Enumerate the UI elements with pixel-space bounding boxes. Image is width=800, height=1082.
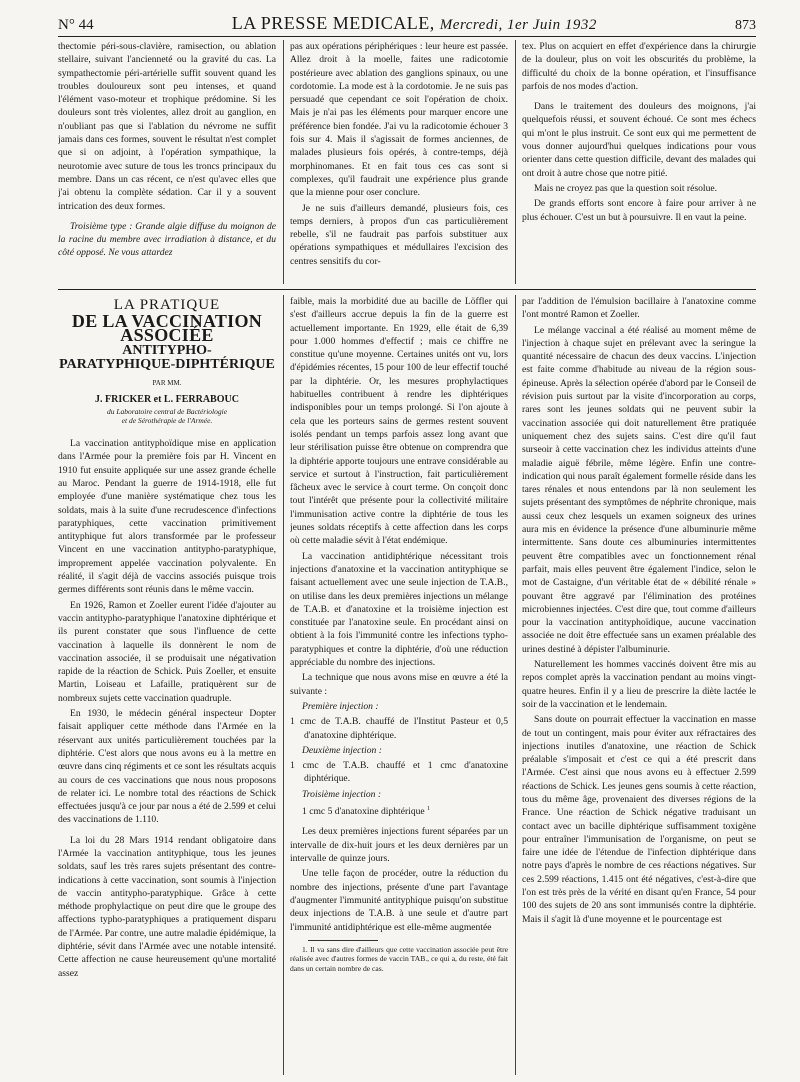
article-col3-paragraph-3: Naturellement les hommes vaccinés doivent être mis au repos complet après la vaccination pendant au moins vingt-quatre heures. Enfin il y a lieu de prescrire la diète lactée le soir de la vaccination et le lendemain. <box>522 659 756 710</box>
article-col1-paragraph-2: En 1926, Ramon et Zoeller eurent l'idée d'ajouter au vaccin antitypho-paratyphique l'anatoxine diphtérique et ils purent constater que sous l'influence de cette vaccination à laquelle ils donnèrent le nom de vaccination associée, il se produisait une négativation rapide de la réaction de Schick. Puis Zoeller, et ensuite Martin, Loiseau et Lafaille, pratiquèrent sur de nombreux sujets cette vaccination quadruple. <box>58 599 276 704</box>
page-number: 873 <box>735 18 756 33</box>
article-col2-paragraph-1: faible, mais la morbidité due au bacille de Löffler qui s'est d'ailleurs accrue depuis la fin de la guerre est actuellement importante. En 1929, elle était de 6,39 pour 1.000 hommes d'effectif ; mais ce chiffre ne constitue qu'une moyenne. Certaines unités ont vu, lors d'épidémies récentes, 15 pour 100 de leur effectif touché par la diphtérie. Or, les mesures prophylactiques habituelles contribuent à rendre les diphtériques indisponibles pour un temps prolongé. Si l'on ajoute à cela que les porteurs sains de germes restent souvent isolés pendant un temps parfois assez long avant que leur stérilisation puisse être obtenue on comprendra que la diphtérie apporte toujours une entrave considérable au service et surtout à l'instruction, fait particulièrement fâcheux avec le service à court terme. On conçoit donc tout l'intérêt que présente pour la collectivité militaire l'immunisation active contre la diphtérie de tous les jeunes soldats réceptifs à cette affection dans les corps où cette maladie sévit à l'état endémique. <box>290 296 508 547</box>
column-divider <box>283 295 284 1075</box>
injection-2-label: Deuxième injection : <box>302 744 382 756</box>
section-rule <box>58 289 756 290</box>
issue-number: N° 44 <box>58 17 94 33</box>
article-col2-paragraph-4: Les deux premières injections furent séparées par un intervalle de dix-huit jours et les deux dernières par un intervalle de quinze jours. <box>290 826 508 865</box>
article-column-2 <box>290 295 508 1075</box>
top-col3-paragraph-4: De grands efforts sont encore à faire pour arriver à ne plus échouer. C'est un but à poursuivre. Il en vaut la peine. <box>522 198 756 223</box>
injection-3-dose: 1 cmc 5 d'anatoxine diphtérique <box>302 806 425 818</box>
article-col2-paragraph-2: La vaccination antidiphtérique nécessitant trois injections d'anatoxine et la vaccination antityphique se faisant actuellement avec une seule injection de T.A.B., on utilise dans les deux premières injections un mélange de T.A.B. et d'anatoxine et la troisième injection est constituée par l'anatoxine seule. En procédant ainsi on obtient à la fois l'immunité contre les infections typho-paratyphiques et contre la diphtérie, d'où une réduction appréciable du nombre des injections. <box>290 550 508 669</box>
byline-par: PAR MM. <box>152 379 182 388</box>
top-col3-paragraph-2: Dans le traitement des douleurs des moignons, j'ai quelquefois réussi, et souvent échoué. Ce sont mes échecs qui m'ont le plus instruit. Ce sont eux qui me permettent de vous donner aujourd'hui quelques indications pour vous orienter dans cette question difficile, devant des malades qui ont droit à autre chose que notre pitié. <box>522 101 756 179</box>
article-column-1 <box>58 295 276 1075</box>
article-authors: J. FRICKER et L. FERRABOUC <box>95 393 239 405</box>
running-header <box>58 8 756 34</box>
article-col3-paragraph-1: par l'addition de l'émulsion bacillaire à l'anatoxine comme l'ont montré Ramon et Zoeller. <box>522 296 756 321</box>
footnote-rule <box>308 940 378 941</box>
affiliation-line-2: et de Sérothérapie de l'Armée. <box>121 416 213 426</box>
article-heading <box>58 299 276 425</box>
article-subtitle-1: ANTITYPHO- <box>122 342 212 358</box>
journal-title-line <box>232 13 597 34</box>
top-col1-paragraph-2: Troisième type : Grande algie diffuse du moignon de la racine du membre avec irradiation à distance, et du côté opposé. Ne vous attardez <box>58 220 276 259</box>
injection-3-label: Troisième injection : <box>302 788 382 800</box>
footnote: 1. Il va sans dire d'ailleurs que cette vaccination associée peut être réalisée avec d'autres formes de vaccin TAB., ce qui a, du reste, été fait dans un certain nombre de cas. <box>290 944 508 974</box>
article-title: DE LA VACCINATION ASSOCIÉE <box>71 311 263 345</box>
article-col2-paragraph-5: Une telle façon de procéder, outre la réduction du nombre des injections, présente d'une part l'avantage d'augmenter l'immunité antityphique puisqu'on substitue deux injections de T.A.B. à une seule et d'autre part l'immunité antidiphtérique est elle-même augmentée <box>290 868 508 933</box>
journal-title: LA PRESSE MEDICALE, <box>231 13 435 33</box>
article-kicker: LA PRATIQUE <box>113 297 221 313</box>
article-subtitle-2: PARATYPHIQUE-DIPHTÉRIQUE <box>59 357 275 373</box>
column-divider <box>283 40 284 284</box>
top-column-3 <box>522 40 756 284</box>
column-divider <box>515 40 516 284</box>
article-col2-paragraph-3: La technique que nous avons mise en œuvre a été la suivante : <box>290 672 508 697</box>
injection-1-dose: 1 cmc de T.A.B. chauffé de l'Institut Pasteur et 0,5 d'anatoxine diphtérique. <box>290 716 508 741</box>
article-col1-paragraph-4: La loi du 28 Mars 1914 rendant obligatoire dans l'Armée la vaccination antityphique, tous les jeunes soldats, sauf les très rares sujets présentant des contre-indications à cette vaccination, sont soumis à l'injection de vaccin antitypho-paratyphique. Grâce à cette méthode prophylactique on peut dire que le groupe des affections typho-paratyphiques a pratiquement disparu de l'Armée. Par contre, une autre maladie épidémique, la diphtérie, sévit dans l'Armée avec une notable intensité. Cette affection ne cause heureusement qu'une mortalité assez <box>58 834 276 979</box>
footnote-marker: 1 <box>427 805 431 812</box>
injection-1-label: Première injection : <box>302 700 379 712</box>
article-column-3 <box>522 295 756 1075</box>
top-col2-paragraph-2: Je ne suis d'ailleurs demandé, plusieurs fois, ces temps derniers, à propos d'un cas particulièrement rebelle, s'il ne faudrait pas parfois substituer aux opérations sympathiques et médullaires l'excision des centres sensitifs du cor- <box>290 202 508 267</box>
top-col3-paragraph-1: tex. Plus on acquiert en effet d'expérience dans la chirurgie de la douleur, plus on voit les obscurités du problème, la difficulté du choix de la bonne opération, et l'insuffisance parfois de nos modes d'action. <box>522 41 756 92</box>
top-col3-paragraph-3: Mais ne croyez pas que la question soit résolue. <box>534 182 718 194</box>
top-column-1 <box>58 40 276 284</box>
column-divider <box>515 295 516 1075</box>
article-col1-paragraph-1: La vaccination antityphoïdique mise en application dans l'Armée pour la première fois par H. Vincent en 1910 fut ensuite appliquée sur une assez grande échelle au Maroc. Pendant la guerre de 1914-1918, elle fut employée d'une manière systématique chez tous les soldats, mais à la suite d'une recrudescence d'infections paratyphiques, cette vaccination primitivement antityphique fut alors transformée par le professeur Vincent en une vaccination antitypho-paratyphique, improprement appelée vaccination polyvalente. En réalité, il s'agit déjà de vaccins associés puisque trois germes différents sont réunis dans le même vaccin. <box>58 438 276 596</box>
injection-3-dose-line <box>290 803 508 818</box>
top-col1-paragraph-1: thectomie péri-sous-clavière, ramisection, ou ablation stellaire, suivant l'ancienneté ou la gravité du cas. La sympathectomie péri-artérielle suffit souvent quand les troubles douloureux sont peu intenses, et quand l'élément vaso-moteur et trophique prédomine. Si les douleurs sont très violentes, allez droit au ganglion, en n'oubliant pas que si l'ablation du névrome ne suffit jamais dans ces formes, souvent le résultat n'est complet que si on adjoint, à l'opération sympathique, la neurotomie avec suture de tous les troncs principaux du membre. Dans un cas récent, ce n'est qu'avec elles que j'ai obtenu la complète sédation. Car il y a souvent intrication des deux formes. <box>58 41 276 212</box>
top-col2-paragraph-1: pas aux opérations périphériques : leur heure est passée. Allez droit à la moelle, faites une radicotomie postérieure avec ablation des ganglions spinaux, ou une cordotomie. La mode est à la cordotomie. Je ne suis pas persuadé que cependant ce soit l'opération de choix. Mais je n'ai pas les éléments pour marquer encore une préférence bien fondée. J'ai vu la radicotomie échouer 3 fois sur 4. Mais il s'agissait de formes anciennes, de malades plusieurs fois opérés, à contre-temps, déjà morphinomanes. Et en fait tous ces cas sont si complexes, qu'il faudrait une expérience plus grande que la mienne pour oser conclure. <box>290 41 508 199</box>
author-affiliation <box>58 407 276 425</box>
issue-date: Mercredi, 1er Juin 1932 <box>439 17 597 33</box>
injection-2-dose: 1 cmc de T.A.B. chauffé et 1 cmc d'anatoxine diphtérique. <box>290 760 508 785</box>
article-col3-paragraph-2: Le mélange vaccinal a été réalisé au moment même de l'injection à chaque sujet en prélevant avec la seringue la quantité nécessaire de chacun des deux vaccins. L'injection est faite comme d'habitude au niveau de la région sous-épineuse. Après la sélection opérée d'abord par le Conseil de révision puis surtout par la visite d'incorporation au corps, rares sont les jeunes soldats qui ne peuvent subir la vaccination associée qui doit naturellement être pratiquée uniquement chez des sujets sains. C'est dire qu'il faut surseoir à cette vaccination chez les individus atteints d'une maladie aiguë fébrile, même légère. Enfin une contre-indication qui nous paraît également formelle réside dans les tares rénales et nous entendons par là non seulement les sujets présentant des symptômes de néphrite chronique, mais aussi ceux chez lesquels un examen soigneux des urines aura mis en évidence la présence d'une albuminurie même intermittente. Sans doute ces albuminuries intermittentes peuvent être compatibles avec un fonctionnement rénal parfait, mais elles peuvent être également l'indice, selon le mot de Castaigne, d'un véritable état de « débilité rénale » pouvant être aggravé par l'élimination des protéines microbiennes injectées. C'est dire que, tout comme d'ailleurs pour la vaccination antityphoïdique, aucune vaccination associée ne doit être effectuée sans un examen préalable des urines destiné à dépister l'albuminurie. <box>522 324 756 655</box>
header-rule <box>58 36 756 37</box>
top-column-2 <box>290 40 508 284</box>
article-col1-paragraph-3: En 1930, le médecin général inspecteur Dopter faisait appliquer cette méthode dans l'Armée en la réservant aux unités particulièrement touchées par la diphtérie. C'est alors que nous avons eu à la mettre en œuvre dans cinq régiments et ce sont les résultats acquis au cours de ces vaccinations que nous nous proposons de relater ici. Le nombre total des réactions de Schick effectuées jusqu'à ce jour par nous a été de 2.599 et celui des vaccinations de 1.110. <box>58 708 276 826</box>
article-col3-paragraph-4: Sans doute on pourrait effectuer la vaccination en masse de tout un contingent, mais pour éviter aux réfractaires des injections inutiles d'anatoxine, une réaction de Schick préalable s'imposait et c'est ce qui a été prescrit dans l'Armée. C'est ainsi que nous avons eu à effectuer 2.599 réactions de Schick. Les jeunes gens soumis à cette réaction, tous du même âge, provenaient des diverses régions de la France. Une réaction de Schick négative traduisant un contact avec un bacille diphtérique suffisamment toxigène pour entraîner l'immunisation de l'organisme, on peut se faire une idée de l'étendue de l'infection diphtérique dans notre pays d'après le nombre de ces réactions négatives. Sur ces 2.599 réactions, 1.415 ont été négatives, c'est-à-dire que l'on est très près de la vérité en disant qu'en France, 54 pour 100 des sujets de 20 ans sont immunisés contre la diphtérie. Mais il s'agit là d'une moyenne et le pourcentage est <box>522 714 756 925</box>
affiliation-line-1: du Laboratoire central de Bactériologie <box>106 407 228 417</box>
